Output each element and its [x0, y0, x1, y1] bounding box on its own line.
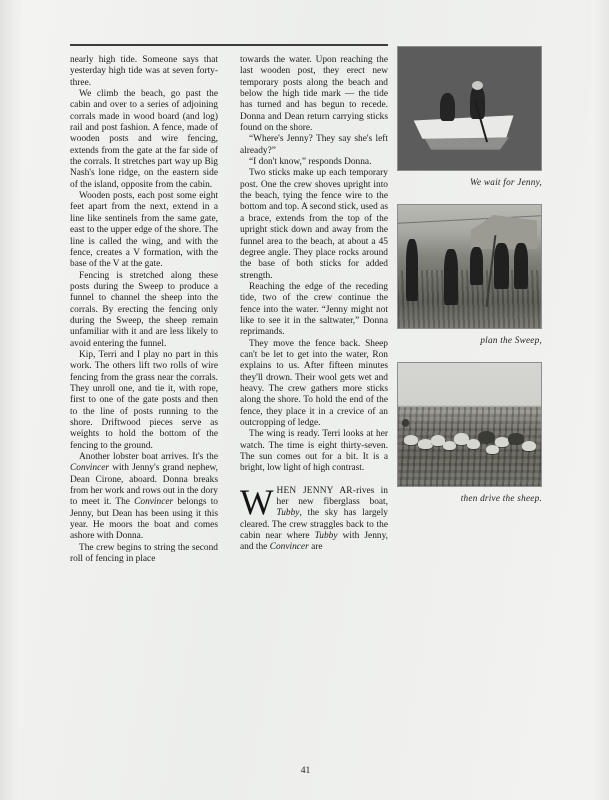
figure-sheep-on-moor: [397, 362, 542, 503]
page-edge-right-shadow: [591, 0, 609, 800]
paragraph: Wooden posts, each post some eight feet apart from the next, extend in a line like sentinels from the same gate, east to the upper edge of the shore. The line is called the wing, and with the fence, creates a V formation, with the base of the V at the gate.: [70, 191, 218, 270]
paragraph-with-dropcap: [240, 481, 388, 554]
crew-member: [444, 249, 458, 305]
crew-member: [406, 239, 418, 301]
photo-moor-scene: [398, 363, 541, 486]
paragraph: They move the fence back. Sheep can't be let to get into the water, Ron explains to us. After fifteen minutes they'll drown. Their wool gets wet and heavy. The crew gathers more sticks along the shore. To hold the end of the fence, they place it in a crevice of an outcropping of ledge.: [240, 338, 388, 428]
paragraph: Kip, Terri and I play no part in this work. The others lift two rolls of wire fencing from the grass near the corrals. They unroll one, and tie it, with rope, first to one of the gate posts and then to the line of posts running to the shore. Driftwood pieces serve as weights to hold the bottom of the fencing to the ground.: [70, 349, 218, 451]
crew-member: [494, 243, 509, 289]
page-edge-left-shadow: [0, 0, 22, 800]
text-run: belongs to Jenny, but Dean has been using it this year. He moors the boat and comes ashore with Donna.: [70, 497, 218, 542]
text-run: are: [308, 542, 323, 553]
figure-dory-on-water: [397, 46, 542, 187]
paragraph-dialogue: “I don't know,” responds Donna.: [249, 157, 372, 168]
paragraph: We climb the beach, go past the cabin and over to a series of adjoining corrals made in wood board (and log) rail and post fashion. A fence, made of wooden posts and wire fencing, extends from the gate at the far side of the corrals. It stretches part way up Big Nash's lone ridge, on the eastern side of the island, opposite from the cabin.: [70, 89, 218, 190]
photo-crew-scene: [398, 205, 541, 328]
boat-name-convincer: Convincer: [134, 497, 174, 508]
photo-sheep-on-moor: [397, 362, 542, 487]
text-run: Another lobster boat arrives. It's the: [79, 452, 218, 463]
sheep-dark: [508, 433, 524, 444]
person-rowing: [440, 93, 455, 121]
photo-caption: then drive the sheep.: [460, 493, 542, 503]
text-run: with Jenny's grand nephew, Dean Cirone, aboard. Donna breaks from her work and rows out in the dory to meet it. The: [70, 463, 218, 508]
boat-name-tubby: Tubby: [276, 508, 300, 519]
photo-column: [397, 46, 542, 520]
text-column-left: [70, 55, 218, 565]
sheep-dark: [402, 419, 409, 426]
photo-crew-at-cabin: [397, 204, 542, 329]
figure-crew-at-cabin: [397, 204, 542, 345]
crew-member: [470, 247, 483, 285]
boat-name-tubby: Tubby: [314, 531, 338, 542]
paragraph: Fencing is stretched along these posts during the Sweep to produce a funnel to channel the sheep into the corrals. By erecting the fencing only during the Sweep, the sheep remain unfamiliar with it and are less likely to avoid entering the funnel.: [70, 270, 218, 349]
photo-caption: plan the Sweep,: [480, 335, 542, 345]
paragraph-dialogue: “Where's Jenny? They say she's left already?”: [240, 134, 388, 156]
photo-caption: We wait for Jenny,: [469, 177, 542, 187]
small-caps-opening: HEN JENNY AR-: [276, 485, 357, 496]
boat-reflection: [418, 137, 513, 150]
sheep-dark: [478, 431, 495, 443]
photo-dory-on-water: [397, 46, 542, 171]
paragraph: Reaching the edge of the receding tide, two of the crew continue the fence into the water. “Jenny might not like to see it in the saltwater,” Donna reprimands.: [240, 281, 388, 338]
photo-water-surface: [398, 47, 541, 170]
text-run: with Jenny, and the: [240, 531, 388, 553]
text-run: , the sky has largely cleared. The crew straggles back to the cabin near where: [240, 508, 388, 542]
person-head: [472, 81, 483, 90]
crew-member: [514, 243, 528, 289]
page-folio: [0, 765, 609, 776]
boat-name-convincer: Convincer: [70, 463, 110, 474]
sheep: [522, 441, 536, 451]
paragraph: towards the water. Upon reaching the last wooden post, they erect new temporary posts along the beach and below the high tide mark — the tide has turned and has begun to recede. Donna and Dean return carrying sticks found on the shore.: [240, 55, 388, 134]
paragraph: Two sticks make up each temporary post. One the crew shoves upright into the beach, tying the fence wire to the bottom and top. A second stick, used as a brace, extends from the top of the upright stick down and away from the funnel area to the beach, at about a 45 degree angle. They place rocks around the base of both sticks for added strength.: [240, 168, 388, 281]
header-rule: [70, 44, 388, 46]
paragraph: The crew begins to string the second roll of fencing in place: [70, 542, 218, 565]
paragraph: nearly high tide. Someone says that yesterday high tide was at seven forty-three.: [70, 55, 218, 88]
page-number: 41: [300, 765, 311, 776]
text-run: rives in her new fiberglass boat,: [276, 485, 388, 508]
drop-cap-letter: W: [240, 481, 274, 522]
sheep: [404, 435, 418, 445]
paragraph-lobster-boat: [70, 452, 218, 543]
text-column-right: [240, 55, 388, 554]
dory-hull: [414, 115, 515, 140]
boat-name-convincer: Convincer: [269, 542, 309, 553]
paragraph: The wing is ready. Terri looks at her watch. The time is eight thirty-seven. The sun comes out for a bit. It is a bright, low light of high contrast.: [240, 429, 388, 474]
sheep: [486, 445, 499, 454]
